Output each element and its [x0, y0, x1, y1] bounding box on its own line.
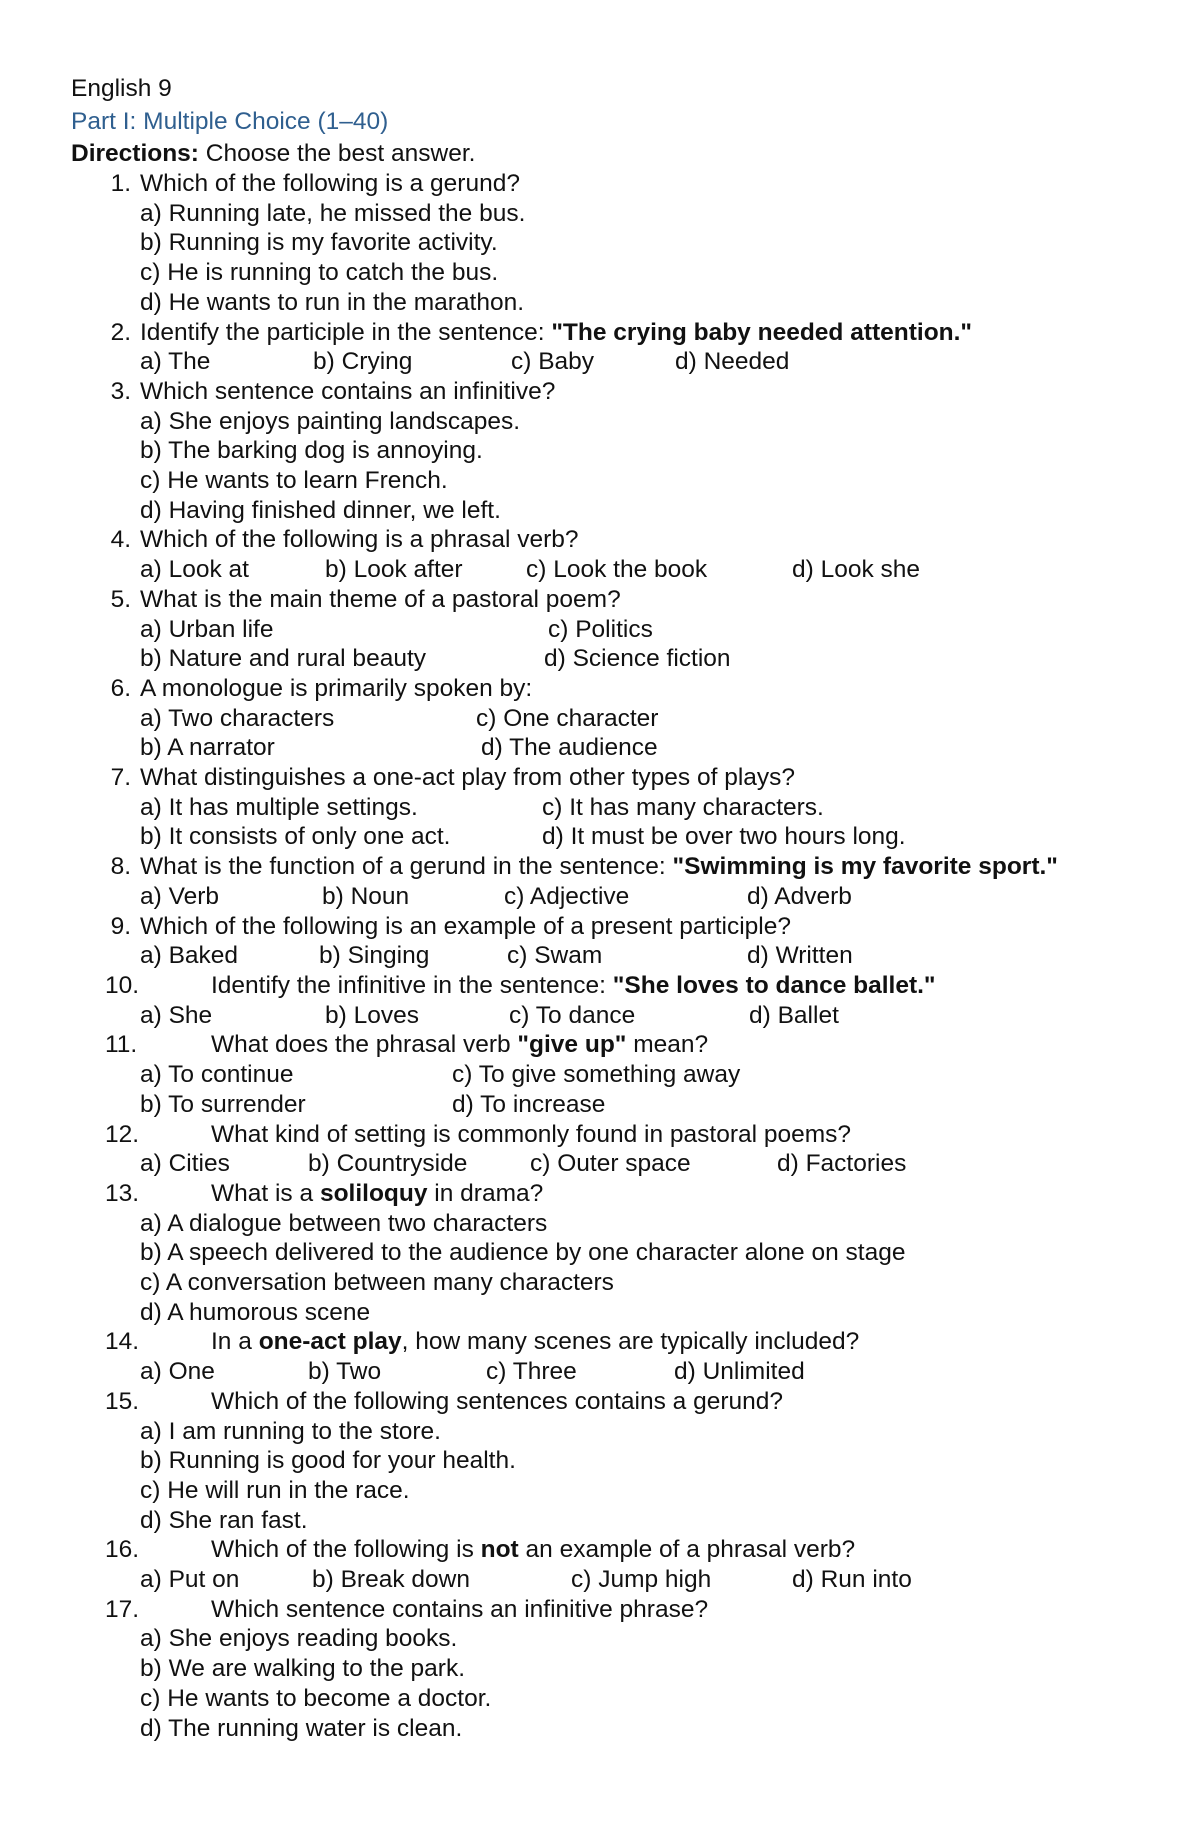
question-number: 1. — [110, 170, 131, 197]
directions — [71, 138, 1180, 169]
answer-option: c) Jump high — [571, 1566, 712, 1594]
question — [71, 1120, 1180, 1150]
question — [71, 763, 1180, 793]
answer-row — [71, 644, 1180, 674]
answer-row — [71, 1149, 1180, 1179]
answer-option: c) A conversation between many characters — [140, 1269, 614, 1297]
answer-row — [71, 1060, 1180, 1090]
answer-option: a) Urban life — [140, 615, 274, 643]
question-number: 17. — [105, 1595, 140, 1623]
answer-option: c) He will run in the race. — [140, 1476, 410, 1504]
answer-option: b) Countryside — [308, 1150, 468, 1178]
answer-option: c) Outer space — [530, 1150, 691, 1178]
answer-option: b) Running is my favorite activity. — [140, 229, 498, 257]
question-text: Identify the infinitive in the sentence: "She loves to dance ballet." — [211, 971, 936, 999]
question — [71, 1387, 1180, 1417]
answer-option: a) Running late, he missed the bus. — [140, 199, 526, 227]
course-title: English 9 — [71, 75, 172, 102]
question-text: What is the main theme of a pastoral poem? — [140, 585, 621, 613]
question — [71, 1030, 1180, 1060]
answer-row — [71, 822, 1180, 852]
question-text: Which of the following is a gerund? — [140, 170, 520, 197]
answer-option: b) Look after — [325, 556, 463, 584]
answer-option: c) Adjective — [504, 882, 630, 910]
answer-option: d) Unlimited — [674, 1358, 805, 1386]
answer-option: d) Science fiction — [544, 645, 731, 673]
question-number: 14. — [105, 1328, 140, 1356]
answer-option: d) It must be over two hours long. — [542, 823, 906, 851]
answer-option: c) Look the book — [526, 556, 708, 584]
directions-text: Choose the best answer. — [198, 140, 476, 167]
answer-option: c) One character — [476, 704, 659, 732]
question — [71, 377, 1180, 407]
question-text: What is the function of a gerund in the sentence: "Swimming is my favorite sport." — [140, 853, 1058, 881]
answer-option: a) Cities — [140, 1150, 230, 1178]
answer-option: a) Verb — [140, 882, 219, 910]
answer-option: c) Baby — [511, 348, 595, 376]
exam-content — [71, 72, 1180, 1743]
question-text: Which of the following is not an example of a phrasal verb? — [211, 1536, 856, 1564]
question-number: 15. — [105, 1387, 140, 1415]
question-number: 3. — [110, 377, 131, 405]
answer-option: b) Crying — [313, 348, 413, 376]
answer-option: b) To surrender — [140, 1090, 306, 1118]
answer-option: b) A speech delivered to the audience by one character alone on stage — [140, 1239, 906, 1267]
answer-option: d) Written — [747, 942, 853, 970]
question-number: 8. — [110, 853, 131, 881]
question-number: 10. — [105, 971, 140, 999]
answer-row — [71, 793, 1180, 823]
answer-option: a) She — [140, 1001, 213, 1029]
answer-option: d) Look she — [792, 556, 921, 584]
question-number: 11. — [105, 1031, 138, 1059]
answer-option: c) He wants to become a doctor. — [140, 1684, 492, 1712]
question-text: What kind of setting is commonly found in pastoral poems? — [211, 1120, 852, 1148]
part-heading: Part I: Multiple Choice (1–40) — [71, 108, 389, 135]
answer-option: d) To increase — [452, 1090, 606, 1118]
answer-option: d) Needed — [675, 348, 790, 376]
answer-option: b) Noun — [322, 882, 410, 910]
answer-option: a) She enjoys painting landscapes. — [140, 407, 521, 435]
answer-option: d) The running water is clean. — [140, 1714, 463, 1742]
answer-row — [71, 1090, 1180, 1120]
question-number: 4. — [110, 526, 131, 554]
answer-row — [71, 733, 1180, 763]
question-text: Which of the following is an example of a present participle? — [140, 912, 791, 940]
question-number: 5. — [110, 585, 131, 613]
question-text: In a one-act play, how many scenes are typically included? — [211, 1328, 860, 1356]
question — [71, 852, 1180, 882]
answer-option: a) To continue — [140, 1061, 294, 1089]
answer-option: c) Three — [486, 1358, 577, 1386]
answer-row — [71, 555, 1180, 585]
question — [71, 1327, 1180, 1357]
directions-label: Directions: — [71, 140, 199, 167]
question-text: What distinguishes a one-act play from other types of plays? — [140, 764, 796, 792]
answer-option: d) Adverb — [747, 882, 852, 910]
answer-option: b) Loves — [325, 1001, 419, 1029]
question-text: Which sentence contains an infinitive phrase? — [211, 1595, 709, 1623]
question — [71, 169, 1180, 199]
answer-row — [71, 615, 1180, 645]
answer-option: d) The audience — [481, 734, 658, 762]
question-number: 2. — [110, 318, 131, 346]
answer-row — [71, 1565, 1180, 1595]
answer-option: a) Baked — [140, 942, 239, 970]
question-number: 9. — [110, 912, 131, 940]
answer-option: b) It consists of only one act. — [140, 823, 451, 851]
answer-option: c) He is running to catch the bus. — [140, 259, 499, 287]
question — [71, 1179, 1180, 1209]
answer-row — [71, 704, 1180, 734]
answer-option: d) Ballet — [749, 1001, 839, 1029]
answer-option: b) Singing — [319, 942, 430, 970]
question-text: A monologue is primarily spoken by: — [140, 674, 533, 702]
question — [71, 1595, 1180, 1625]
question-text: Which of the following is a phrasal verb? — [140, 526, 579, 554]
answer-option: b) Break down — [312, 1566, 470, 1594]
answer-option: b) The barking dog is annoying. — [140, 437, 483, 465]
answer-option: c) Swam — [507, 942, 603, 970]
answer-option: d) Run into — [792, 1566, 912, 1594]
answer-option: a) Two characters — [140, 704, 335, 732]
question-number: 16. — [105, 1536, 140, 1564]
question-text: Which of the following sentences contains a gerund? — [211, 1387, 784, 1415]
answer-option: d) She ran fast. — [140, 1506, 308, 1534]
answer-option: c) He wants to learn French. — [140, 467, 448, 495]
answer-row — [71, 941, 1180, 971]
question-number: 6. — [110, 674, 131, 702]
question — [71, 318, 1180, 348]
answer-option: c) To dance — [509, 1001, 636, 1029]
answer-option: b) We are walking to the park. — [140, 1655, 466, 1683]
answer-row — [71, 1001, 1180, 1031]
answer-option: a) A dialogue between two characters — [140, 1209, 548, 1237]
answer-option: c) To give something away — [452, 1061, 741, 1089]
question-number: 7. — [110, 764, 131, 792]
answer-option: a) It has multiple settings. — [140, 793, 418, 821]
answer-option: b) Two — [308, 1358, 382, 1386]
answer-option: a) Look at — [140, 556, 249, 584]
answer-option: a) Put on — [140, 1566, 240, 1594]
question-number: 13. — [105, 1179, 140, 1207]
question-text: Which sentence contains an infinitive? — [140, 377, 556, 405]
answer-option: d) Having finished dinner, we left. — [140, 496, 501, 524]
question — [71, 525, 1180, 555]
answer-option: b) A narrator — [140, 734, 275, 762]
answer-option: d) He wants to run in the marathon. — [140, 288, 525, 316]
question-text: Identify the participle in the sentence: "The crying baby needed attention." — [140, 318, 973, 346]
question-text: What does the phrasal verb "give up" mean? — [211, 1031, 709, 1059]
question — [71, 585, 1180, 615]
answer-option: c) It has many characters. — [542, 793, 824, 821]
answer-option: a) The — [140, 348, 211, 376]
answer-row — [71, 347, 1180, 377]
question-text: What is a soliloquy in drama? — [211, 1179, 544, 1207]
answer-row — [71, 882, 1180, 912]
answer-option: a) One — [140, 1358, 215, 1386]
question — [71, 1535, 1180, 1565]
answer-option: b) Running is good for your health. — [140, 1447, 516, 1475]
question-number: 12. — [105, 1120, 140, 1148]
answer-option: d) A humorous scene — [140, 1298, 371, 1326]
answer-option: c) Politics — [548, 615, 653, 643]
answer-option: b) Nature and rural beauty — [140, 645, 426, 673]
answer-option: a) She enjoys reading books. — [140, 1625, 458, 1653]
answer-option: d) Factories — [777, 1150, 907, 1178]
answer-row — [71, 1357, 1180, 1387]
question — [71, 971, 1180, 1001]
question — [71, 912, 1180, 942]
question — [71, 674, 1180, 704]
answer-option: a) I am running to the store. — [140, 1417, 441, 1445]
